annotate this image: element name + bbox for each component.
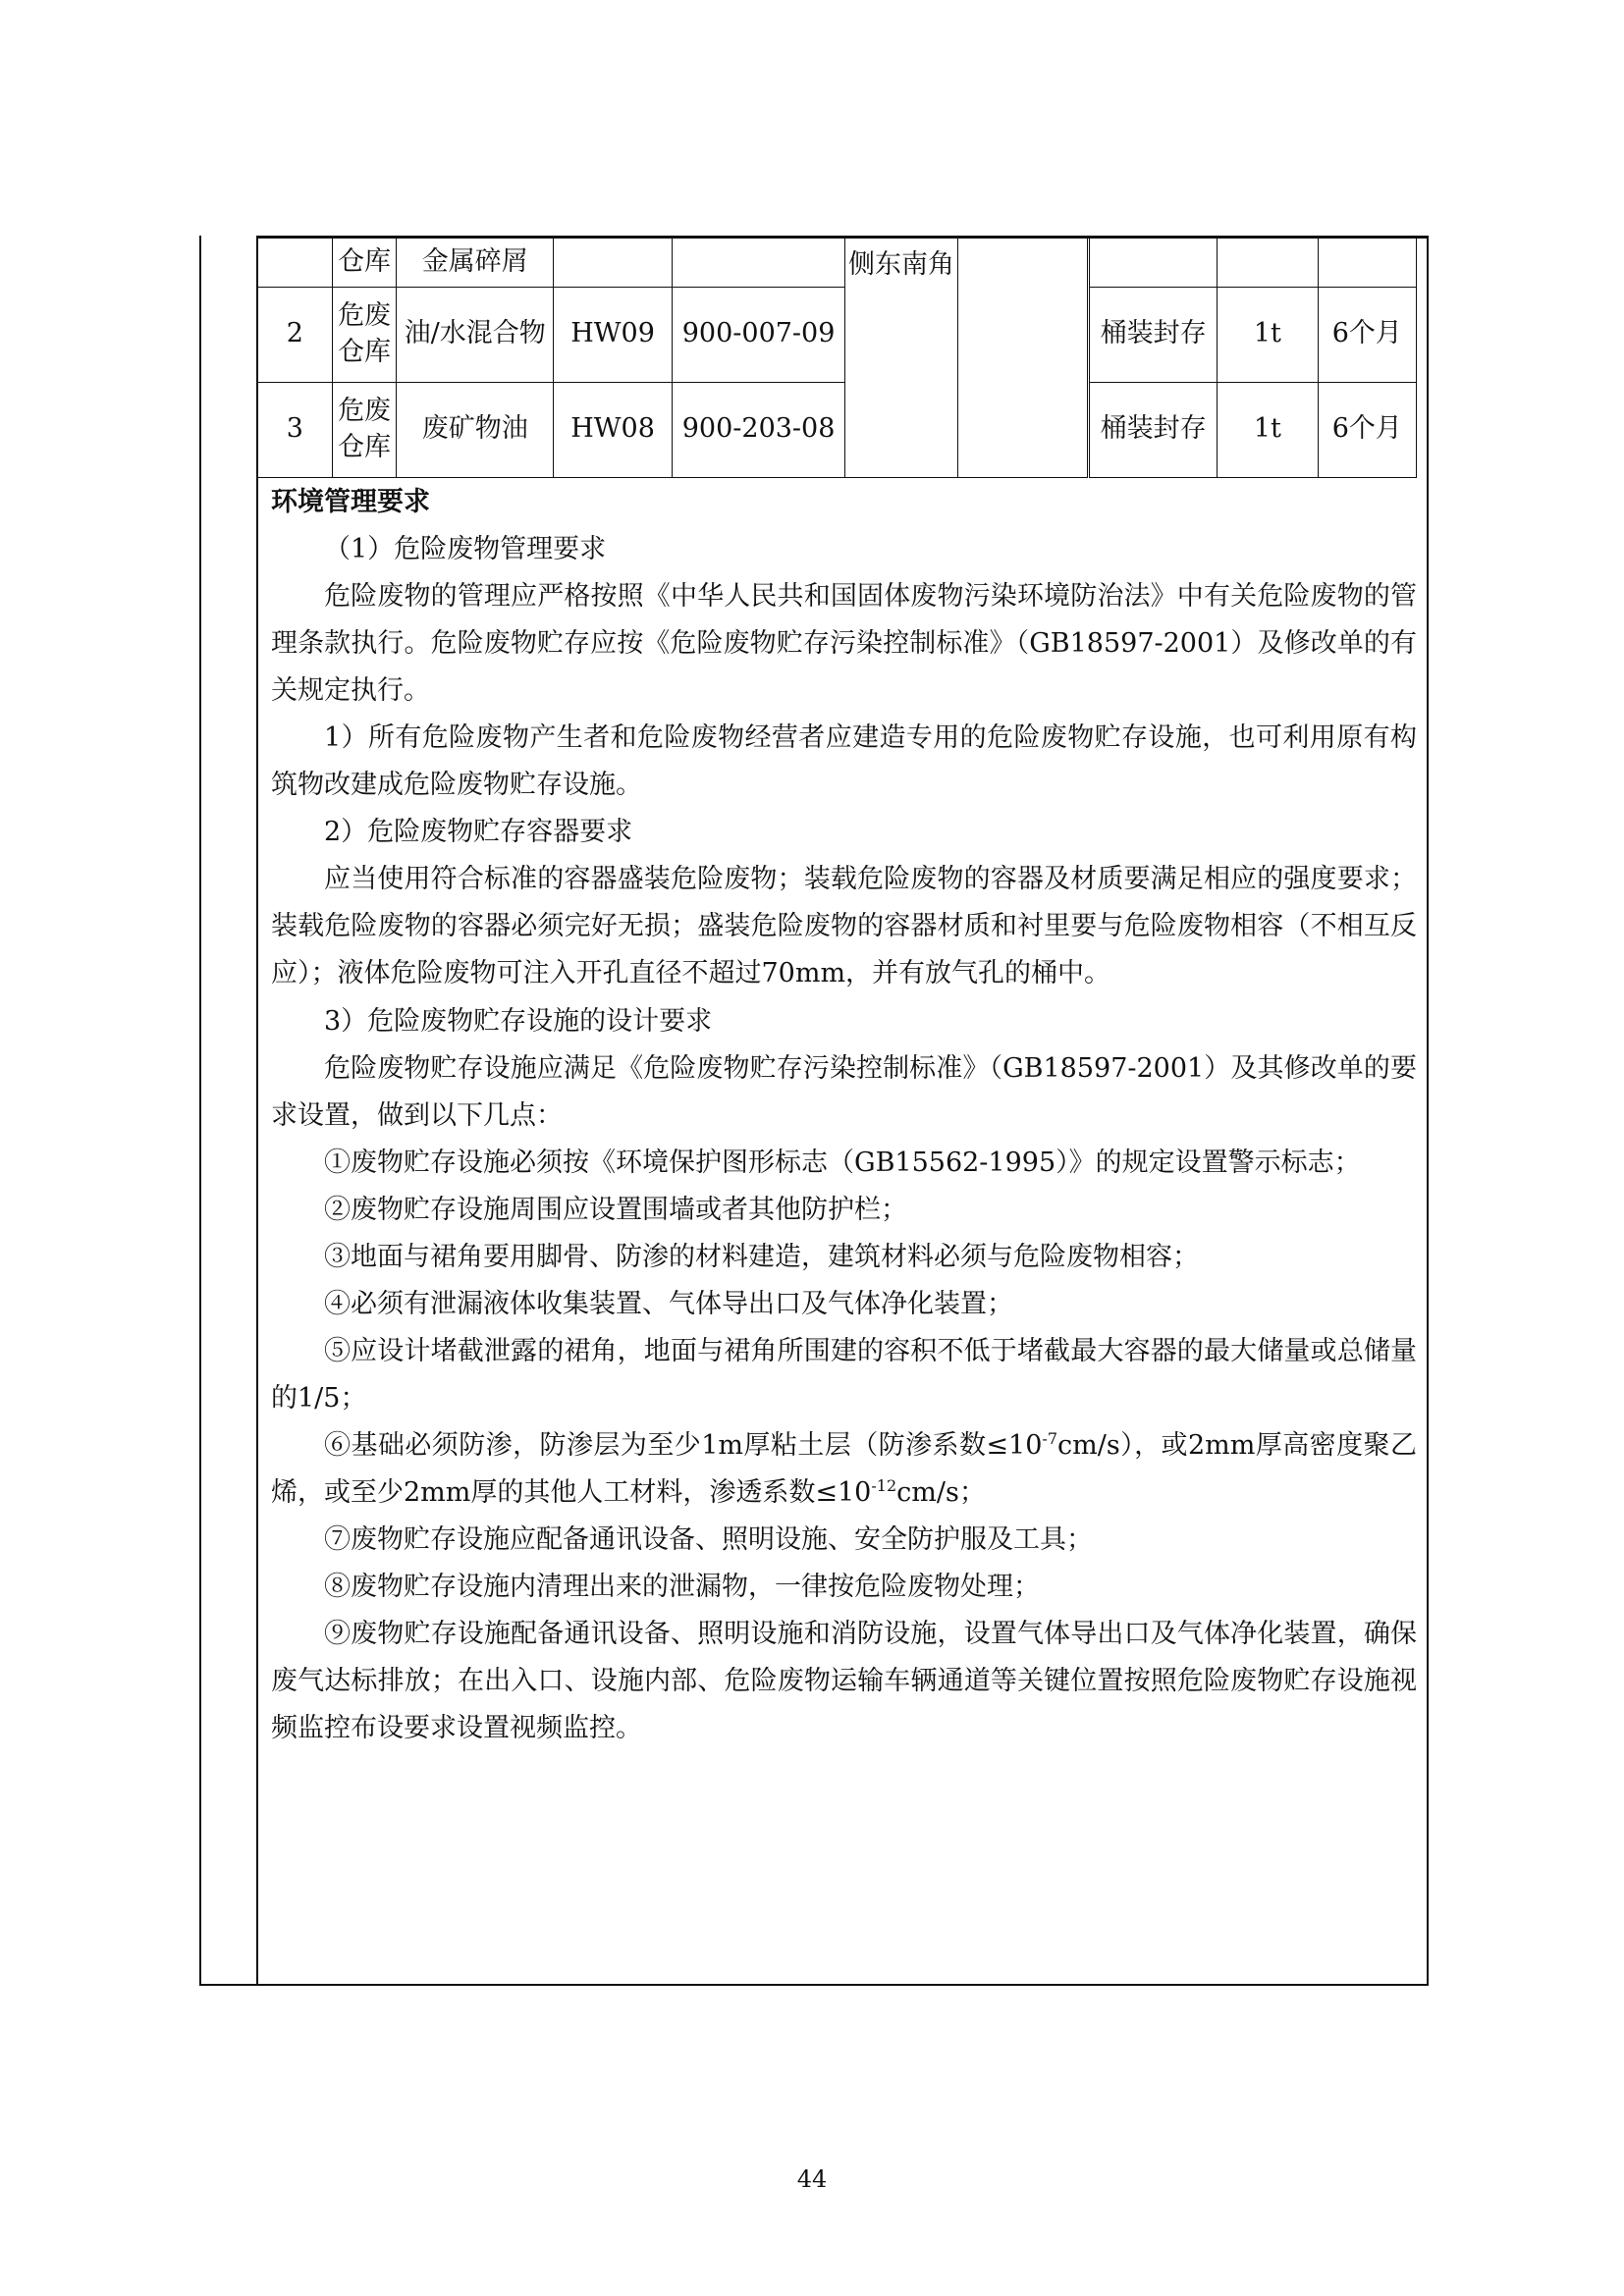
list-item: ②废物贮存设施周围应设置围墙或者其他防护栏；	[324, 1194, 907, 1225]
section-title: 环境管理要求	[271, 487, 430, 517]
cell-category	[554, 238, 673, 287]
list-item: ③地面与裙角要用脚骨、防渗的材料建造，建筑材料必须与危险废物相容；	[324, 1241, 1199, 1272]
cell-name: 废矿物油	[397, 382, 554, 477]
cell-amount	[1218, 238, 1318, 287]
list-item	[271, 1422, 1417, 1517]
cell-location: 危废仓库	[332, 287, 397, 382]
cell-period	[1318, 238, 1416, 287]
exponent: -12	[871, 1475, 897, 1495]
paragraph: 危险废物贮存设施应满足《危险废物贮存污染控制标准》（GB18597-2001）及其修改单的要求设置，做到以下几点：	[271, 1052, 1417, 1131]
hazardous-waste-table	[257, 238, 1417, 478]
cell-no: 3	[258, 382, 333, 477]
cell-category: HW08	[554, 382, 673, 477]
subsection-heading: （1）危险废物管理要求	[324, 534, 607, 565]
page-number: 44	[796, 2165, 828, 2193]
cell-location: 仓库	[332, 238, 397, 287]
paragraph: 应当使用符合标准的容器盛装危险废物；装载危险废物的容器及材质要满足相应的强度要求；装载危险废物的容器必须完好无损；盛装危险废物的容器材质和衬里要与危险废物相容（不相互反应）；液体危险废物可注入开孔直径不超过70mm，并有放气孔的桶中。	[271, 864, 1417, 989]
text-run: cm/s），或2mm厚高密度聚乙烯，或至少2mm厚的其他人工材料，渗透系数≤10	[271, 1429, 1417, 1508]
list-item: ⑧废物贮存设施内清理出来的泄漏物，一律按危险废物处理；	[324, 1572, 1040, 1603]
list-item: ⑤应设计堵截泄露的裙角，地面与裙角所围建的容积不低于堵截最大容器的最大储量或总储量的1/5；	[271, 1335, 1417, 1414]
cell-name: 金属碎屑	[397, 238, 554, 287]
cell-period: 6个月	[1318, 382, 1416, 477]
frame-inner-rule	[256, 236, 258, 1986]
cell-amount: 1t	[1218, 287, 1318, 382]
cell-name: 油/水混合物	[397, 287, 554, 382]
cell-position: 侧东南角	[845, 238, 958, 477]
text-run: ⑥基础必须防渗，防渗层为至少1m厚粘土层（防渗系数≤10	[324, 1429, 1043, 1461]
cell-method: 桶装封存	[1089, 382, 1218, 477]
list-item: ④必须有泄漏液体收集装置、气体导出口及气体净化装置；	[324, 1288, 1013, 1319]
cell-no	[258, 238, 333, 287]
exponent: -7	[1042, 1428, 1057, 1448]
cell-blank	[957, 238, 1088, 477]
list-item-heading: 2）危险废物贮存容器要求	[324, 817, 633, 848]
list-item: ⑦废物贮存设施应配备通讯设备、照明设施、安全防护服及工具；	[324, 1524, 1093, 1556]
cell-location: 危废仓库	[332, 382, 397, 477]
cell-no: 2	[258, 287, 333, 382]
cell-category: HW09	[554, 287, 673, 382]
list-item: ⑨废物贮存设施配备通讯设备、照明设施和消防设施，设置气体导出口及气体净化装置，确保废气达标排放；在出入口、设施内部、危险废物运输车辆通道等关键位置按照危险废物贮存设施视频监控布设要求设置视频监控。	[271, 1619, 1417, 1744]
table-row	[258, 382, 1417, 477]
cell-period: 6个月	[1318, 287, 1416, 382]
paragraph: 危险废物的管理应严格按照《中华人民共和国固体废物污染环境防治法》中有关危险废物的管理条款执行。危险废物贮存应按《危险废物贮存污染控制标准》（GB18597-2001）及修改单的有关规定执行。	[271, 581, 1417, 707]
management-requirements	[271, 479, 1417, 1752]
list-item-heading: 3）危险废物贮存设施的设计要求	[324, 1005, 713, 1037]
list-item: 1）所有危险废物产生者和危险废物经营者应建造专用的危险废物贮存设施，也可利用原有构筑物改建成危险废物贮存设施。	[271, 722, 1417, 801]
cell-method	[1089, 238, 1218, 287]
text-run: cm/s；	[896, 1476, 986, 1508]
table-row	[258, 238, 1417, 287]
cell-code: 900-007-09	[672, 287, 844, 382]
cell-amount: 1t	[1218, 382, 1318, 477]
table-row	[258, 287, 1417, 382]
cell-code: 900-203-08	[672, 382, 844, 477]
cell-code	[672, 238, 844, 287]
cell-method: 桶装封存	[1089, 287, 1218, 382]
list-item: ①废物贮存设施必须按《环境保护图形标志（GB15562-1995）》的规定设置警示标志；	[324, 1147, 1361, 1178]
